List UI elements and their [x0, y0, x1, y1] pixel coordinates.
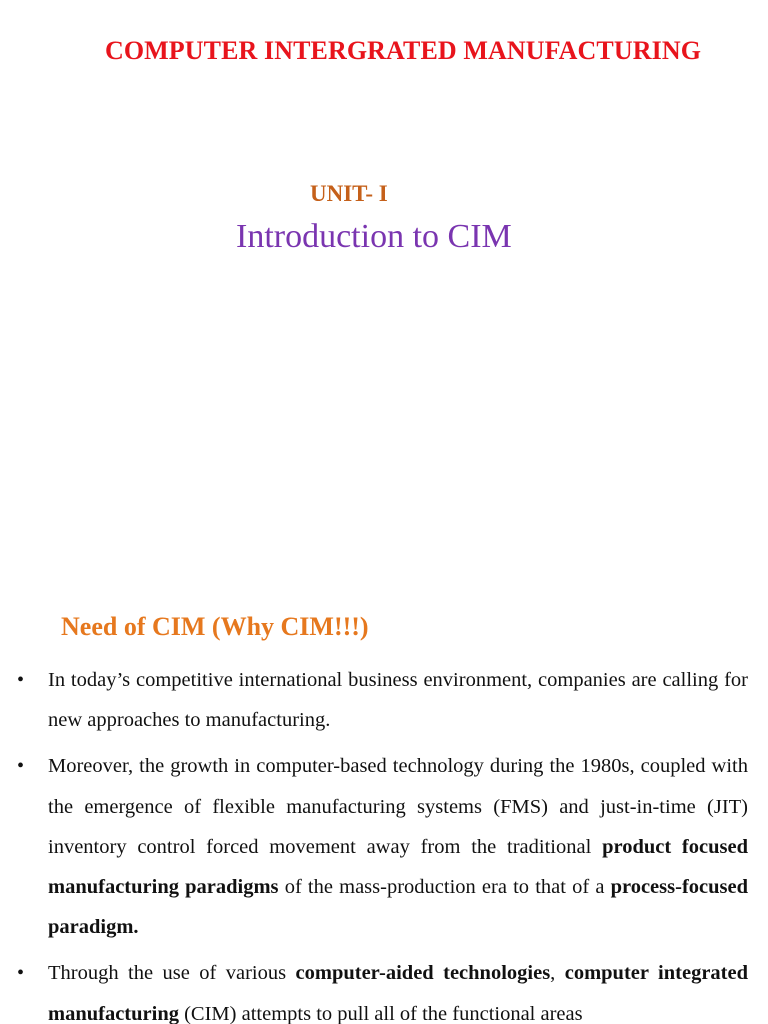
- bullet-icon: •: [17, 669, 25, 691]
- document-title: COMPUTER INTERGRATED MANUFACTURING: [104, 36, 702, 65]
- bullet-icon: •: [17, 755, 25, 778]
- bullet-text-segment: Moreover, the growth in computer-based technology during the 1980s, coupled with the emergence of flexible manufacturing systems (FMS) and just-in-time (JIT) inventory control forced movement away from the traditional: [48, 755, 748, 858]
- unit-subtitle: Introduction to CIM: [236, 218, 512, 255]
- bullet-text: [48, 755, 748, 938]
- bullet-text-segment: of the mass-production era to that of a: [278, 876, 611, 899]
- bullet-text-emphasis: computer integrated manufacturing: [48, 962, 748, 1024]
- bullet-text-segment: Through the use of various: [48, 962, 296, 985]
- bullet-text-segment: In today’s competitive international business environment, companies are calling for new approaches to manufacturing.: [48, 669, 748, 732]
- bullet-item: [0, 953, 768, 1024]
- bullet-item: [0, 660, 768, 740]
- unit-label: UNIT- I: [310, 181, 388, 206]
- section-heading: Need of CIM (Why CIM!!!): [61, 612, 369, 641]
- bullet-text-emphasis: product focused manufacturing paradigms: [48, 835, 748, 899]
- bullet-list: [0, 660, 768, 1024]
- bullet-text-segment: ,: [550, 962, 565, 985]
- bullet-text-emphasis: process-focused paradigm.: [48, 876, 748, 939]
- bullet-text-emphasis: computer-aided technologies: [295, 962, 551, 985]
- content-slide: [0, 576, 768, 1024]
- bullet-text-segment: (CIM) attempts to pull all of the functional areas: [178, 1002, 583, 1024]
- bullet-icon: •: [17, 962, 25, 985]
- bullet-text: [48, 962, 748, 1024]
- bullet-text: [48, 669, 748, 731]
- bullet-item: [0, 746, 768, 947]
